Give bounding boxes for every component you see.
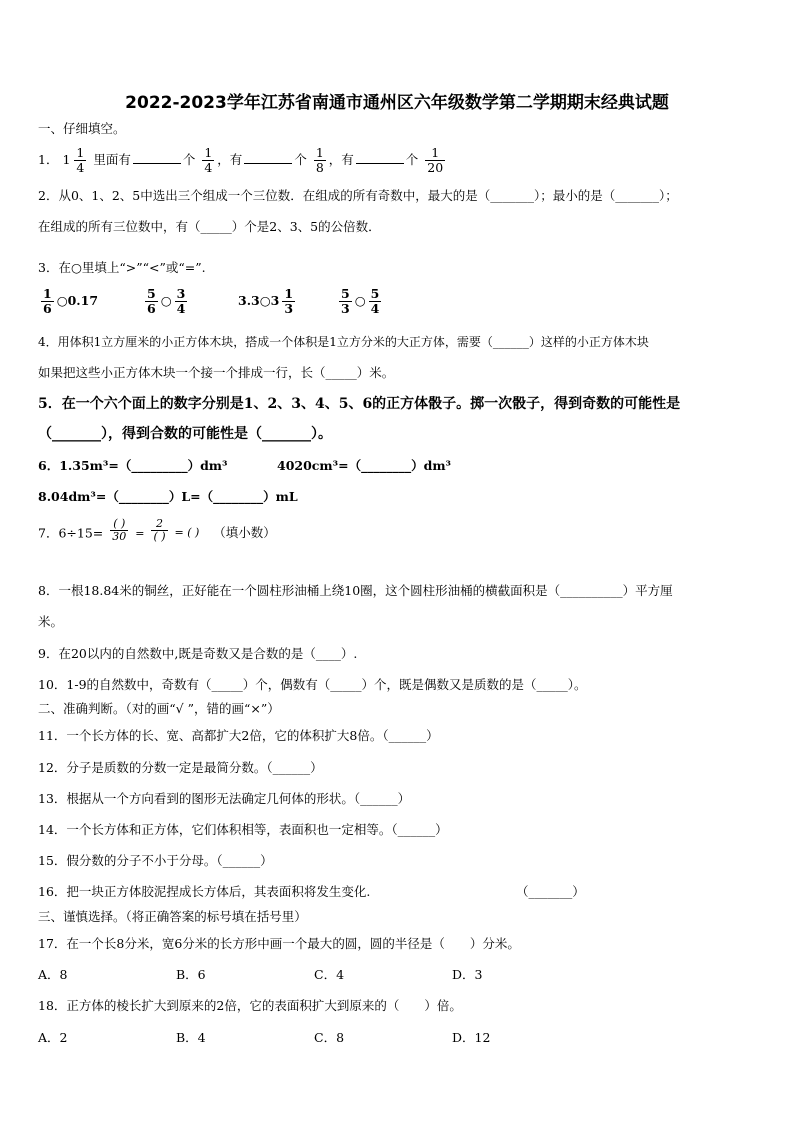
option-c[interactable]: C．4 <box>314 967 345 982</box>
question-2-line-1: 2．从0、1、2、5中选出三个组成一个三位数．在组成的所有奇数中，最大的是（_______）；最小的是（_______）； <box>38 188 678 203</box>
question-11: 11．一个长方体的长、宽、高都扩大2倍，它的体积扩大8倍。（______） <box>38 728 439 743</box>
answer-blank[interactable] <box>133 151 181 164</box>
q1-fraction-4: $\frac{1}{20}$ <box>427 145 444 175</box>
question-12: 12．分子是质数的分数一定是最简分数。（______） <box>38 760 323 775</box>
question-3: 3．在○里填上“>”“<”或“=”. <box>38 260 206 275</box>
q1-fraction-2: $\frac{1}{4}$ <box>204 145 213 175</box>
question-18: 18．正方体的棱长扩大到原来的2倍，它的表面积扩大到原来的（ ）倍。 <box>38 998 462 1013</box>
section-1-heading: 一、仔细填空。 <box>38 121 126 136</box>
q1-fraction-3: $\frac{1}{8}$ <box>315 145 324 175</box>
question-4-line-2: 如果把这些小正方体木块一个接一个排成一行，长（_____）米。 <box>38 365 395 380</box>
option-d[interactable]: D．3 <box>452 967 483 982</box>
q1-mixed-number: 1 $\frac{1}{4}$ <box>62 145 85 175</box>
answer-blank[interactable] <box>356 151 404 164</box>
answer-blank[interactable] <box>244 151 292 164</box>
option-b[interactable]: B．6 <box>176 967 206 982</box>
question-1: 1． 1 $\frac{1}{4}$ 里面有 个 $\frac{1}{4}$ ，有 个 $\frac{1}{8}$ ，有 个 $\frac{1}{20}$ <box>38 145 444 175</box>
question-9: 9．在20以内的自然数中,既是奇数又是合数的是（____）. <box>38 646 358 661</box>
question-8-line-2: 米。 <box>38 614 64 629</box>
q3-item-d: $\frac{5}{3}$ ○ $\frac{5}{4}$ <box>341 286 380 316</box>
question-6-line-2: 8.04dm³=（________）L=（________）mL <box>38 489 298 504</box>
question-5-line-1: 5．在一个六个面上的数字分别是1、2、3、4、5、6的正方体骰子。掷一次骰子，得到奇数的可能性是 <box>38 396 681 412</box>
q3-item-b: $\frac{5}{6}$ ○ $\frac{3}{4}$ <box>147 286 186 316</box>
question-18-options <box>38 1029 590 1047</box>
question-16: 16．把一块正方体胶泥捏成长方体后，其表面积将发生变化. <box>38 884 371 899</box>
section-2-heading: 二、准确判断。（对的画“√ ”，错的画“×”） <box>38 701 280 716</box>
question-16-blank[interactable]: （_______） <box>516 884 585 899</box>
option-a[interactable]: A．8 <box>38 967 68 982</box>
option-b[interactable]: B．4 <box>176 1030 206 1045</box>
q3-item-a: $\frac{1}{6}$ ○0.17 <box>43 286 99 316</box>
question-7: 7．6÷15= ( ) 30 = 2 ( ) = ( ) （填小数） <box>38 517 276 544</box>
question-6-line-1b: 4020cm³=（________）dm³ <box>277 458 452 473</box>
question-14: 14．一个长方体和正方体，它们体积相等，表面积也一定相等。（______） <box>38 822 448 837</box>
question-6-line-1a: 6．1.35m³=（_________）dm³ <box>38 458 228 473</box>
question-5-line-2: （_______），得到合数的可能性是（_______）。 <box>38 426 332 442</box>
option-a[interactable]: A．2 <box>38 1030 68 1045</box>
option-d[interactable]: D．12 <box>452 1030 491 1045</box>
question-17-options <box>38 966 590 984</box>
question-2-line-2: 在组成的所有三位数中，有（_____）个是2、3、5的公倍数． <box>38 219 381 234</box>
question-17: 17．在一个长8分米，宽6分米的长方形中画一个最大的圆，圆的半径是（ ）分米。 <box>38 936 520 951</box>
q3-item-c: 3.3○3 $\frac{1}{3}$ <box>238 286 294 316</box>
question-15: 15．假分数的分子不小于分母。（______） <box>38 853 273 868</box>
page-title: 2022-2023学年江苏省南通市通州区六年级数学第二学期期末经典试题 <box>125 93 669 113</box>
question-4-line-1: 4．用体积1立方厘米的小正方体木块，搭成一个体积是1立方分米的大正方体，需要（______）这样的小正方体木块 <box>38 335 649 349</box>
question-13: 13．根据从一个方向看到的图形无法确定几何体的形状。（______） <box>38 791 411 806</box>
option-c[interactable]: C．8 <box>314 1030 345 1045</box>
section-3-heading: 三、谨慎选择。（将正确答案的标号填在括号里） <box>38 909 307 924</box>
question-10: 10．1-9的自然数中，奇数有（_____）个，偶数有（_____）个，既是偶数又是质数的是（_____）。 <box>38 677 587 692</box>
question-8-line-1: 8．一根18.84米的铜丝，正好能在一个圆柱形油桶上绕10圈，这个圆柱形油桶的横截面积是（__________）平方厘 <box>38 583 673 598</box>
q1-number: 1． <box>38 151 59 167</box>
